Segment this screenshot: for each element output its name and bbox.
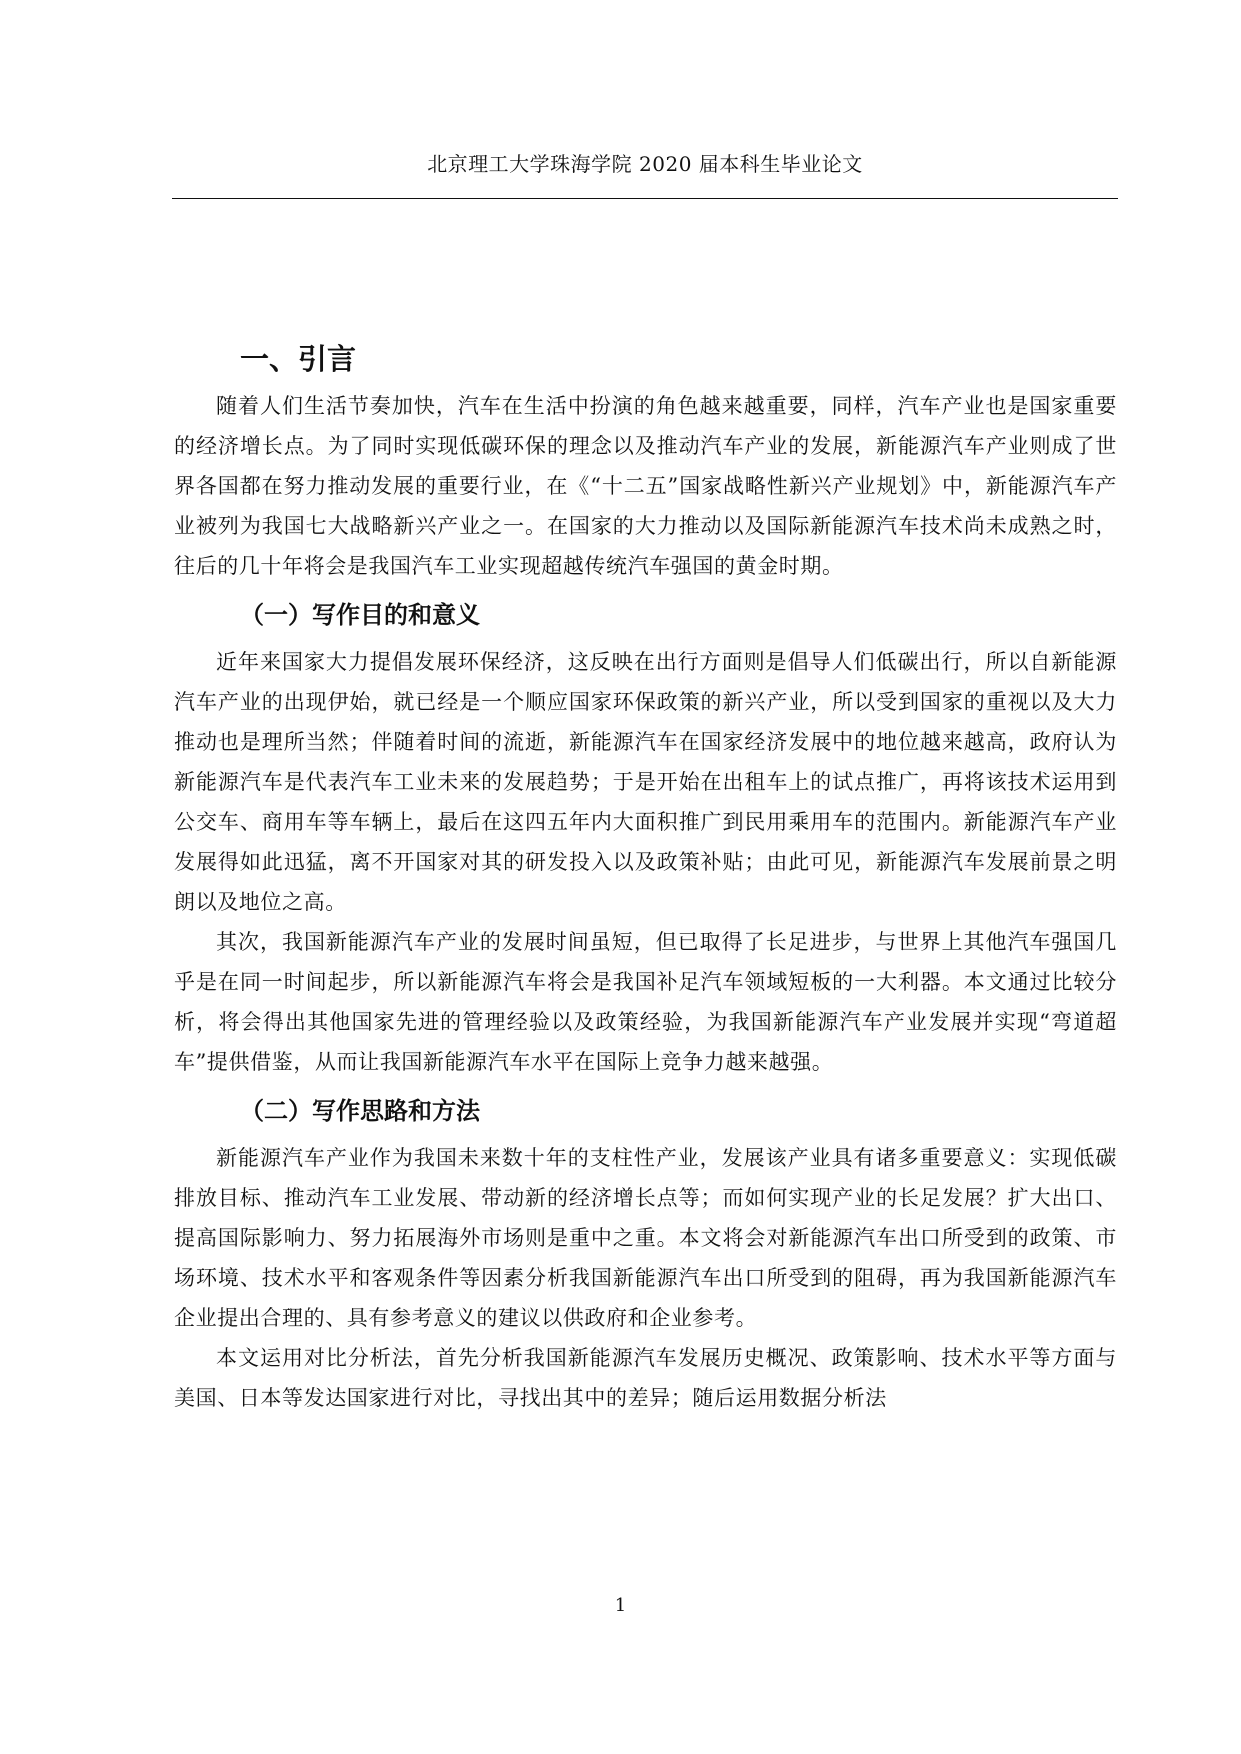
page-body — [174, 338, 1117, 1418]
section-heading-introduction: 一、引言 — [240, 342, 357, 376]
approach-paragraph-1: 新能源汽车产业作为我国未来数十年的支柱性产业，发展该产业具有诸多重要意义：实现低碳排放目标、推动汽车工业发展、带动新的经济增长点等；而如何实现产业的长足发展？扩大出口、提高国际影响力、努力拓展海外市场则是重中之重。本文将会对新能源汽车出口所受到的政策、市场环境、技术水平和客观条件等因素分析我国新能源汽车出口所受到的阻碍，再为我国新能源汽车企业提出合理的、具有参考意义的建议以供政府和企业参考。 — [174, 1146, 1117, 1330]
header-divider — [172, 198, 1118, 199]
approach-paragraph-2: 本文运用对比分析法，首先分析我国新能源汽车发展历史概况、政策影响、技术水平等方面与美国、日本等发达国家进行对比，寻找出其中的差异；随后运用数据分析法 — [174, 1346, 1117, 1410]
purpose-paragraph-2: 其次，我国新能源汽车产业的发展时间虽短，但已取得了长足进步，与世界上其他汽车强国几乎是在同一时间起步，所以新能源汽车将会是我国补足汽车领域短板的一大利器。本文通过比较分析，将会得出其他国家先进的管理经验以及政策经验，为我国新能源汽车产业发展并实现“弯道超车”提供借鉴，从而让我国新能源汽车水平在国际上竞争力越来越强。 — [174, 930, 1117, 1074]
page-number: 1 — [614, 1595, 627, 1616]
purpose-paragraph-1: 近年来国家大力提倡发展环保经济，这反映在出行方面则是倡导人们低碳出行，所以自新能源汽车产业的出现伊始，就已经是一个顺应国家环保政策的新兴产业，所以受到国家的重视以及大力推动也是理所当然；伴随着时间的流逝，新能源汽车在国家经济发展中的地位越来越高，政府认为新能源汽车是代表汽车工业未来的发展趋势；于是开始在出租车上的试点推广，再将该技术运用到公交车、商用车等车辆上，最后在这四五年内大面积推广到民用乘用车的范围内。新能源汽车产业发展得如此迅猛，离不开国家对其的研发投入以及政策补贴；由此可见，新能源汽车发展前景之明朗以及地位之高。 — [174, 650, 1117, 914]
introduction-paragraph: 随着人们生活节奏加快，汽车在生活中扮演的角色越来越重要，同样，汽车产业也是国家重要的经济增长点。为了同时实现低碳环保的理念以及推动汽车产业的发展，新能源汽车产业则成了世界各国都在努力推动发展的重要行业，在《“十二五”国家战略性新兴产业规划》中，新能源汽车产业被列为我国七大战略新兴产业之一。在国家的大力推动以及国际新能源汽车技术尚未成熟之时，往后的几十年将会是我国汽车工业实现超越传统汽车强国的黄金时期。 — [174, 394, 1117, 578]
subsection-heading-approach: （二）写作思路和方法 — [240, 1097, 480, 1125]
running-header: 北京理工大学珠海学院 2020 届本科生毕业论文 — [427, 152, 863, 176]
subsection-heading-purpose: （一）写作目的和意义 — [240, 601, 480, 629]
